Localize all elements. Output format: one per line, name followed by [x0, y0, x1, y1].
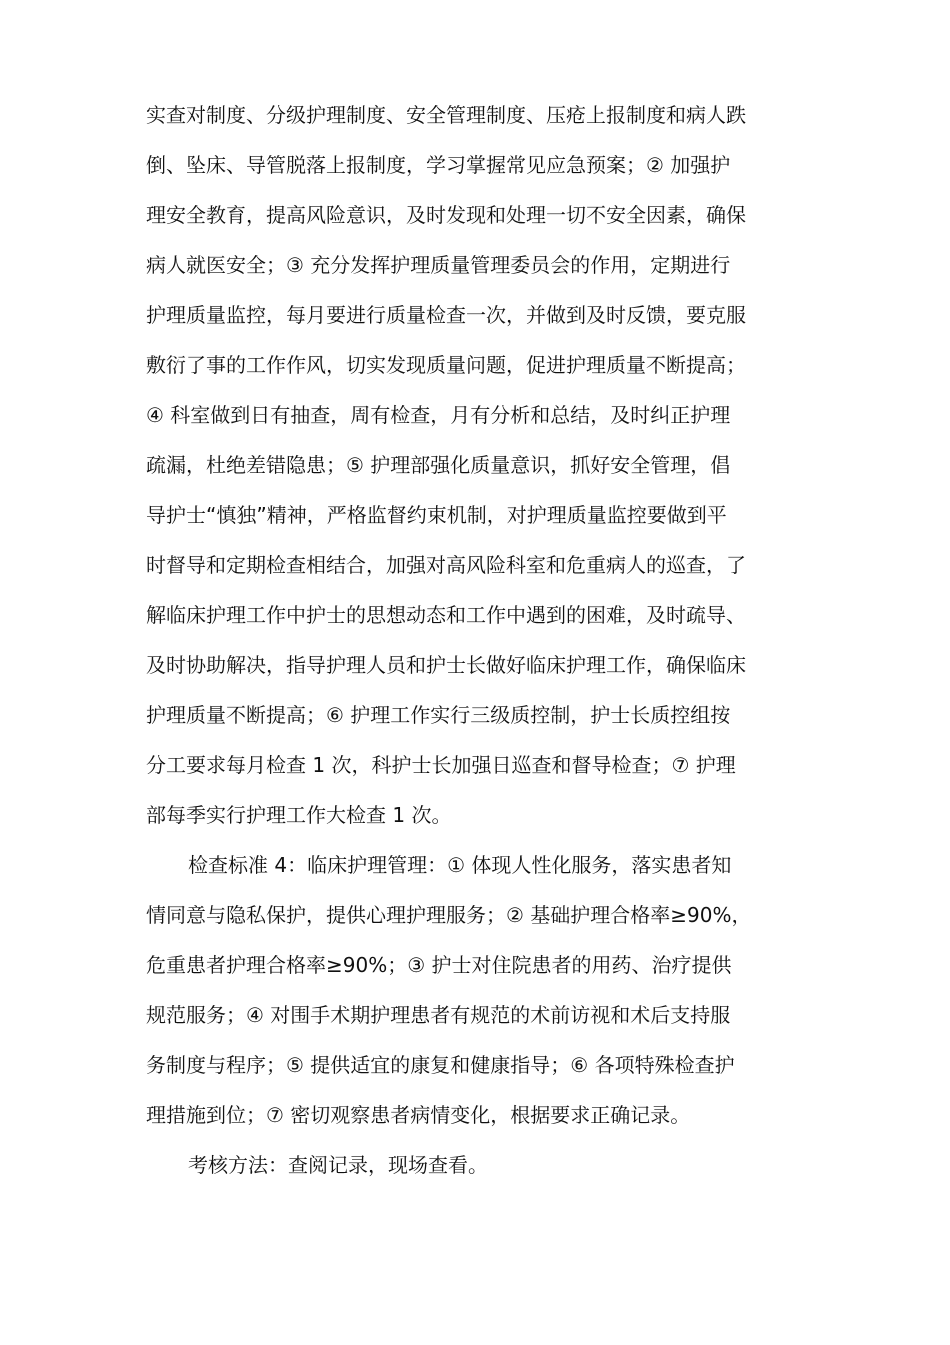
paragraph-standard — [146, 850, 826, 1140]
text-line: 危重患者护理合格率≥90%；③ 护士对住院患者的用药、治疗提供 — [146, 953, 732, 977]
text-line: 时督导和定期检查相结合，加强对高风险科室和危重病人的巡查，了 — [146, 553, 746, 577]
text-line: 情同意与隐私保护，提供心理护理服务；② 基础护理合格率≥90%， — [146, 903, 752, 927]
text-line: 疏漏，杜绝差错隐患；⑤ 护理部强化质量意识，抓好安全管理，倡 — [146, 453, 731, 477]
text-line: 务制度与程序；⑤ 提供适宜的康复和健康指导；⑥ 各项特殊检查护 — [146, 1053, 735, 1077]
text-line: 病人就医安全；③ 充分发挥护理质量管理委员会的作用，定期进行 — [146, 253, 731, 277]
text-line: 考核方法：查阅记录，现场查看。 — [188, 1153, 488, 1177]
text-line: 理安全教育，提高风险意识，及时发现和处理一切不安全因素，确保 — [146, 203, 746, 227]
text-line: 检查标准 4：临床护理管理：① 体现人性化服务，落实患者知 — [188, 853, 732, 877]
paragraph-method — [146, 1150, 826, 1190]
text-line: 护理质量监控，每月要进行质量检查一次，并做到及时反馈，要克服 — [146, 303, 746, 327]
text-line: 解临床护理工作中护士的思想动态和工作中遇到的困难，及时疏导、 — [146, 603, 746, 627]
text-line: 分工要求每月检查 1 次，科护士长加强日巡查和督导检查；⑦ 护理 — [146, 753, 736, 777]
text-line: ④ 科室做到日有抽查，周有检查，月有分析和总结，及时纠正护理 — [146, 403, 731, 427]
text-line: 及时协助解决，指导护理人员和护士长做好临床护理工作，确保临床 — [146, 653, 746, 677]
text-line: 敷衍了事的工作作风，切实发现质量问题，促进护理质量不断提高； — [146, 353, 746, 377]
text-line: 护理质量不断提高；⑥ 护理工作实行三级质控制，护士长质控组按 — [146, 703, 731, 727]
text-line: 倒、坠床、导管脱落上报制度，学习掌握常见应急预案；② 加强护 — [146, 153, 731, 177]
text-line: 部每季实行护理工作大检查 1 次。 — [146, 803, 452, 827]
text-line: 规范服务；④ 对围手术期护理患者有规范的术前访视和术后支持服 — [146, 1003, 731, 1027]
text-line: 导护士“慎独”精神，严格监督约束机制，对护理质量监控要做到平 — [146, 503, 727, 527]
text-line: 实查对制度、分级护理制度、安全管理制度、压疮上报制度和病人跌 — [146, 103, 746, 127]
text-line: 理措施到位；⑦ 密切观察患者病情变化，根据要求正确记录。 — [146, 1103, 691, 1127]
paragraph-continued — [146, 100, 826, 840]
